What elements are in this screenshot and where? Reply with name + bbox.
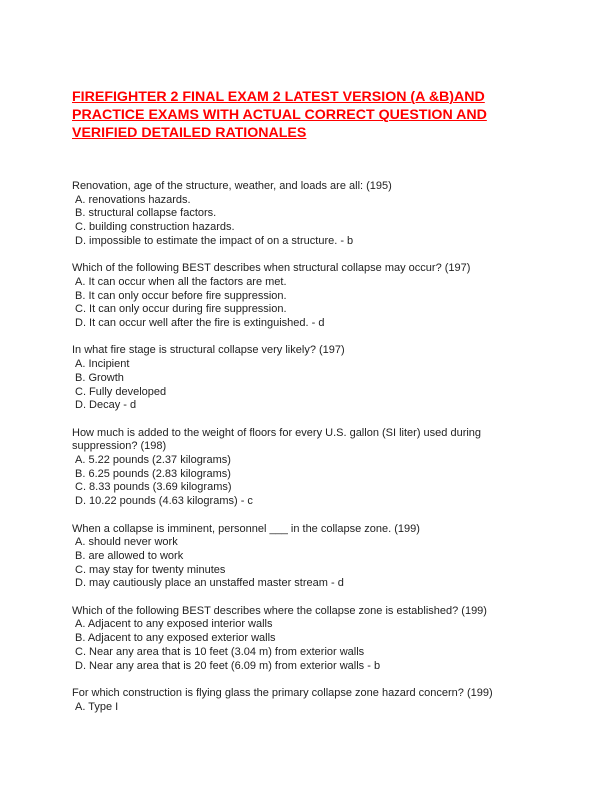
answer-option: B. 6.25 pounds (2.83 kilograms) <box>75 467 231 480</box>
question-stem: When a collapse is imminent, personnel ___ in the collapse zone. (199) <box>72 522 420 535</box>
answer-option: D. Decay - d <box>75 399 137 412</box>
document-title <box>72 88 542 142</box>
answer-option: B. are allowed to work <box>75 549 184 562</box>
question-list <box>72 180 552 728</box>
answer-option: B. Growth <box>75 371 124 384</box>
answer-option: C. 8.33 pounds (3.69 kilograms) <box>75 481 232 494</box>
question-stem: In what fire stage is structural collapse very likely? (197) <box>72 344 345 357</box>
answer-option: C. building construction hazards. <box>75 221 235 234</box>
question-block <box>72 180 552 249</box>
answer-option: C. It can only occur during fire suppression. <box>75 303 287 316</box>
question-stem: Which of the following BEST describes where the collapse zone is established? (199) <box>72 604 487 617</box>
answer-option: A. should never work <box>75 536 178 549</box>
question-stem: How much is added to the weight of floors for every U.S. gallon (SI liter) used during <box>72 426 482 439</box>
answer-option: A. Incipient <box>75 358 130 371</box>
question-block <box>72 523 552 592</box>
answer-option: D. 10.22 pounds (4.63 kilograms) - c <box>75 495 253 508</box>
answer-option: C. Fully developed <box>75 385 167 398</box>
title-line: VERIFIED DETAILED RATIONALES <box>72 125 307 141</box>
answer-option: B. Adjacent to any exposed exterior walls <box>75 632 276 645</box>
question-block <box>72 344 552 413</box>
answer-option: D. impossible to estimate the impact of on a structure. - b <box>75 234 354 247</box>
title-line: FIREFIGHTER 2 FINAL EXAM 2 LATEST VERSION (A &B)AND <box>72 89 485 105</box>
answer-option: B. It can only occur before fire suppression. <box>75 289 287 302</box>
answer-option: A. Type I <box>75 700 119 713</box>
question-stem: Which of the following BEST describes when structural collapse may occur? (197) <box>72 262 471 275</box>
answer-option: D. may cautiously place an unstaffed master stream - d <box>75 577 344 590</box>
question-stem: Renovation, age of the structure, weather, and loads are all: (195) <box>72 180 392 192</box>
answer-option: A. renovations hazards. <box>75 193 191 206</box>
answer-option: C. may stay for twenty minutes <box>75 563 226 576</box>
answer-option: A. It can occur when all the factors are met. <box>75 275 287 288</box>
answer-option: A. 5.22 pounds (2.37 kilograms) <box>75 454 231 467</box>
question-stem: suppression? (198) <box>72 440 167 453</box>
question-stem: For which construction is flying glass the primary collapse zone hazard concern? (199) <box>72 686 493 699</box>
title-line: PRACTICE EXAMS WITH ACTUAL CORRECT QUESTION AND <box>72 107 487 123</box>
answer-option: C. Near any area that is 10 feet (3.04 m) from exterior walls <box>75 645 365 658</box>
question-block <box>72 262 552 331</box>
question-block <box>72 427 552 509</box>
answer-option: D. It can occur well after the fire is extinguished. - d <box>75 317 325 330</box>
answer-option: D. Near any area that is 20 feet (6.09 m) from exterior walls - b <box>75 659 381 672</box>
answer-option: B. structural collapse factors. <box>75 207 217 220</box>
question-block <box>72 605 552 674</box>
answer-option: A. Adjacent to any exposed interior walls <box>75 618 273 631</box>
question-block <box>72 687 552 714</box>
